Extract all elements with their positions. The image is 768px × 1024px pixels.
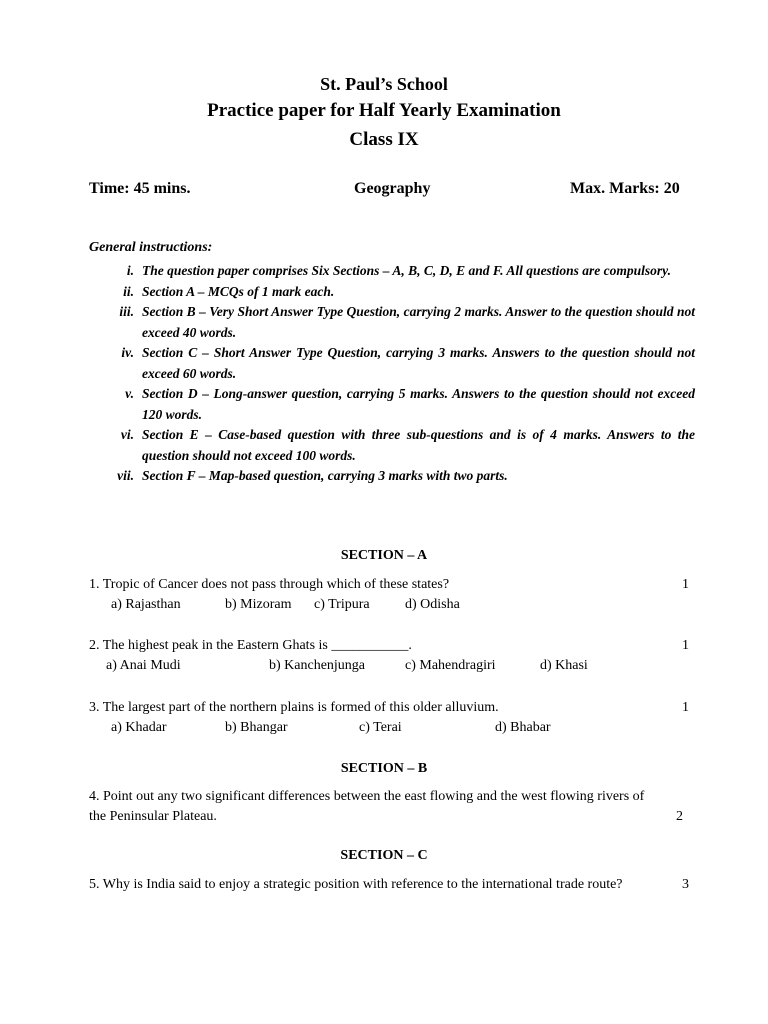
instruction-text: Section C – Short Answer Type Question, carrying 3 marks. Answers to the question should not exceed 60 words.	[142, 345, 695, 381]
question-text-continued: the Peninsular Plateau.	[89, 809, 217, 824]
time-label: Time: 45 mins.	[89, 180, 191, 197]
paper-title: Practice paper for Half Yearly Examination	[207, 100, 561, 121]
subject-label: Geography	[354, 180, 431, 197]
option-a: a) Rajasthan	[111, 597, 181, 612]
instruction-item	[89, 343, 695, 384]
instruction-number: iii.	[119, 304, 134, 319]
school-name: St. Paul’s School	[320, 74, 448, 94]
instruction-text: The question paper comprises Six Sections – A, B, C, D, E and F. All questions are compulsory.	[142, 263, 671, 278]
section-b-heading: SECTION – B	[340, 761, 428, 776]
instruction-item	[89, 261, 695, 282]
question-text: 1. Tropic of Cancer does not pass through which of these states?	[89, 577, 450, 592]
question-2	[89, 636, 689, 676]
instruction-text: Section B – Very Short Answer Type Question, carrying 2 marks. Answer to the question should not exceed 40 words.	[142, 304, 695, 340]
question-marks: 1	[682, 638, 689, 653]
instruction-item	[89, 425, 695, 466]
instruction-item	[89, 282, 695, 303]
instruction-number: v.	[125, 386, 134, 401]
option-b: b) Kanchenjunga	[269, 658, 366, 673]
question-1	[89, 575, 689, 615]
question-4	[89, 787, 689, 827]
section-c-heading: SECTION – C	[340, 848, 428, 863]
question-3	[89, 698, 689, 738]
instruction-item	[89, 384, 695, 425]
option-a: a) Anai Mudi	[106, 658, 181, 673]
instruction-number: iv.	[121, 345, 134, 360]
instruction-number: i.	[126, 263, 134, 278]
instruction-item	[89, 466, 695, 487]
instruction-number: vii.	[117, 468, 134, 483]
instruction-text: Section A – MCQs of 1 mark each.	[142, 283, 335, 299]
instruction-text: Section D – Long-answer question, carrying 5 marks. Answers to the question should not exceed 120 words.	[142, 386, 695, 422]
instruction-number: vi.	[120, 427, 134, 442]
question-text: 5. Why is India said to enjoy a strategic position with reference to the international trade route?	[89, 877, 623, 892]
question-marks: 3	[682, 877, 689, 892]
instruction-text: Section E – Case-based question with three sub-questions and is of 4 marks. Answers to the question should not exceed 100 words.	[142, 427, 695, 463]
instructions-list	[89, 261, 695, 487]
instruction-item	[89, 302, 695, 343]
section-a-heading: SECTION – A	[340, 548, 428, 563]
instructions-title: General instructions:	[89, 240, 213, 255]
question-text: 4. Point out any two significant differences between the east flowing and the west flowing rivers of	[89, 789, 645, 804]
option-a: a) Khadar	[111, 720, 167, 735]
question-text: 3. The largest part of the northern plains is formed of this older alluvium.	[89, 700, 499, 715]
option-d: d) Odisha	[405, 597, 460, 612]
instruction-number: ii.	[123, 283, 134, 299]
option-c: c) Terai	[359, 720, 402, 735]
question-text: 2. The highest peak in the Eastern Ghats is ___________.	[89, 638, 412, 653]
max-marks-label: Max. Marks: 20	[570, 180, 680, 197]
option-b: b) Mizoram	[225, 597, 292, 612]
question-marks: 2	[676, 809, 683, 824]
option-b: b) Bhangar	[225, 720, 288, 735]
question-5	[89, 875, 689, 895]
option-d: d) Bhabar	[495, 720, 551, 735]
option-c: c) Tripura	[314, 597, 370, 612]
question-marks: 1	[682, 700, 689, 715]
class-label: Class IX	[349, 129, 419, 150]
option-d: d) Khasi	[540, 658, 588, 673]
instruction-text: Section F – Map-based question, carrying 3 marks with two parts.	[142, 468, 508, 483]
option-c: c) Mahendragiri	[405, 658, 496, 673]
question-marks: 1	[682, 577, 689, 592]
